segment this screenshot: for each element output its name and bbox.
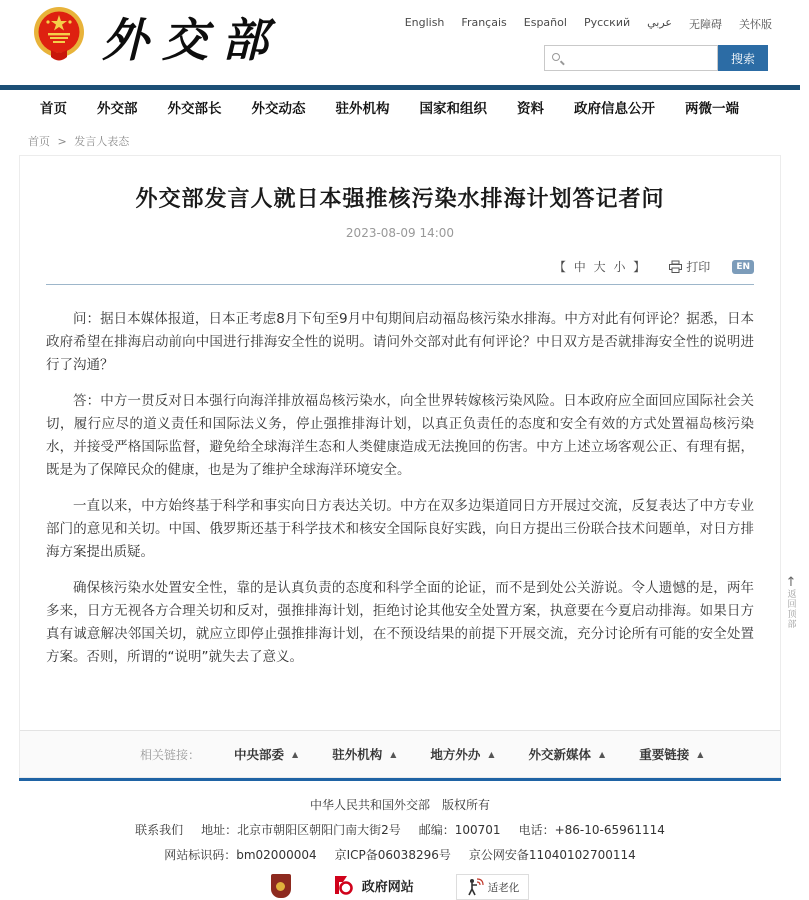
footer-address: 地址：北京市朝阳区朝阳门南大街2号 (201, 823, 401, 837)
font-size-control (552, 258, 647, 275)
article-paragraph-question: 问：据日本媒体报道，日本正考虑8月下旬至9月中旬期间启动福岛核污染水排海。中方对此有何评论？据悉，日本政府希望在排海启动前向中国进行排海安全性的说明。请问外交部对此有何评论？中日双方是否就排海安全性的说明进行了沟通？ (46, 311, 754, 373)
site-footer (0, 781, 800, 900)
back-to-top-label: 返回顶部 (785, 589, 796, 629)
elderly-person-icon (466, 878, 482, 896)
nav-item-missions[interactable]: 驻外机构 (335, 101, 390, 117)
government-agency-badge[interactable] (271, 874, 291, 898)
article-toolbar (46, 258, 754, 275)
footer-copyright: 中华人民共和国外交部 版权所有 (309, 798, 490, 812)
aging-friendly-badge[interactable]: 适老化 (456, 874, 530, 900)
contact-us-link[interactable]: 联系我们 (135, 823, 184, 837)
footer-icp-number[interactable]: 京ICP备06038296号 (334, 848, 451, 862)
related-links-bar (20, 731, 780, 777)
nav-item-minister[interactable]: 外交部长 (167, 101, 222, 117)
site-header (0, 0, 800, 85)
article-date: 2023-08-09 14:00 (345, 226, 455, 240)
english-version-badge[interactable]: EN (732, 260, 754, 274)
related-link-local-offices[interactable]: 地方外办 ▲ (430, 747, 495, 762)
footer-contact-line (0, 821, 800, 838)
article-card (19, 155, 781, 778)
related-link-important[interactable]: 重要链接 ▲ (639, 747, 704, 762)
up-arrow-icon: ↑ (785, 575, 797, 590)
nav-item-ministry[interactable]: 外交部 (97, 101, 138, 117)
article-body (46, 308, 754, 669)
lang-link-french[interactable]: Français (461, 16, 507, 29)
search-input[interactable] (545, 46, 717, 70)
footer-site-id: 网站标识码：bm02000004 (164, 848, 317, 862)
article-paragraph-answer-2: 一直以来，中方始终基于科学和事实向日方表达关切。中方在双多边渠道同日方开展过交流，反复表达了中方专业部门的意见和关切。中国、俄罗斯还基于科学技术和核安全国际良好实践，向日方提出三份联合技术问题单，对日方排海方案提出质疑。 (46, 498, 754, 560)
care-version-link[interactable]: 关怀版 (739, 18, 772, 31)
footer-registration-line (0, 846, 800, 863)
footer-badges (0, 874, 800, 900)
language-bar (405, 16, 772, 32)
nav-item-gov-info[interactable]: 政府信息公开 (574, 101, 655, 117)
related-links-label: 相关链接： (140, 747, 201, 762)
back-to-top-button[interactable] (773, 577, 809, 633)
site-title-calligraphy: 外交部 (102, 13, 282, 67)
lang-link-spanish[interactable]: Español (523, 16, 567, 29)
national-emblem-icon (33, 6, 85, 62)
nav-item-activities[interactable]: 外交动态 (251, 101, 306, 117)
search-icon (552, 53, 560, 61)
breadcrumb-separator: > (57, 135, 67, 148)
related-link-missions-abroad[interactable]: 驻外机构 ▲ (332, 747, 397, 762)
main-nav (0, 90, 800, 123)
lang-link-russian[interactable]: Русский (583, 16, 631, 29)
breadcrumb-home[interactable]: 首页 (28, 135, 50, 148)
article-title: 外交部发言人就日本强推核污染水排海计划答记者问 (135, 187, 665, 212)
font-small-button[interactable]: 小 (613, 260, 626, 274)
government-website-badge[interactable]: 政府网站 (333, 874, 414, 896)
footer-phone: 电话：+86-10-65961114 (518, 823, 665, 837)
print-label: 打印 (686, 260, 711, 274)
breadcrumb (28, 133, 800, 149)
footer-postal-code: 邮编：100701 (418, 823, 501, 837)
nav-item-home[interactable]: 首页 (40, 101, 67, 117)
nav-item-countries[interactable]: 国家和组织 (419, 101, 487, 117)
toolbar-divider (46, 284, 754, 285)
expand-arrow-icon: ▲ (390, 749, 397, 759)
related-link-central-ministries[interactable]: 中央部委 ▲ (234, 747, 299, 762)
bracket-open: 【 (553, 260, 566, 274)
font-large-button[interactable]: 大 (593, 260, 606, 274)
search-input-wrap (544, 45, 718, 71)
related-link-new-media[interactable]: 外交新媒体 ▲ (528, 747, 606, 762)
search-button[interactable]: 搜索 (718, 45, 768, 71)
agency-emblem-icon (276, 882, 285, 891)
expand-arrow-icon: ▲ (488, 749, 495, 759)
expand-arrow-icon: ▲ (292, 749, 299, 759)
article-paragraph-answer-3: 确保核污染水处置安全性，靠的是认真负责的态度和科学全面的论证，而不是到处公关游说。令人遗憾的是，两年多来，日方无视各方合理关切和反对，强推排海计划，拒绝讨论其他安全处置方案，执意要在今夏启动排海。如果日方真有诚意解决邻国关切，就应立即停止强推排海计划，在不预设结果的前提下开展交流，充分讨论所有可能的安全处置方案。否则，所谓的“说明”就失去了意义。 (46, 580, 754, 665)
national-emblem-logo (33, 6, 85, 62)
article-paragraph-answer-1: 答：中方一贯反对日本强行向海洋排放福岛核污染水，向全世界转嫁核污染风险。日本政府应全面回应国际社会关切，履行应尽的道义责任和国际法义务，停止强推排海计划，以真正负责任的态度和安全有效的方式处置福岛核污染水，并接受严格国际监督，避免给全球海洋生态和人类健康造成无法挽回的伤害。中方上述立场客观公正、有理有据，既是为了保障民众的健康，也是为了维护全球海洋环境安全。 (46, 393, 754, 478)
gov-site-logo-icon (333, 874, 355, 896)
footer-police-number[interactable]: 京公网安备11040102700114 (468, 848, 636, 862)
accessibility-link[interactable]: 无障碍 (689, 18, 722, 31)
printer-icon (669, 261, 682, 273)
lang-link-english[interactable]: English (404, 16, 445, 29)
expand-arrow-icon: ▲ (599, 749, 606, 759)
article-inner (20, 182, 780, 730)
bracket-close: 】 (633, 260, 646, 274)
font-medium-button[interactable]: 中 (573, 260, 586, 274)
nav-item-resources[interactable]: 资料 (517, 101, 544, 117)
breadcrumb-current: 发言人表态 (74, 135, 130, 148)
print-button[interactable] (669, 258, 710, 275)
nav-item-social-media[interactable]: 两微一端 (685, 101, 739, 117)
lang-link-arabic[interactable]: عربي (647, 16, 672, 29)
expand-arrow-icon: ▲ (697, 749, 704, 759)
search-bar (544, 45, 768, 71)
